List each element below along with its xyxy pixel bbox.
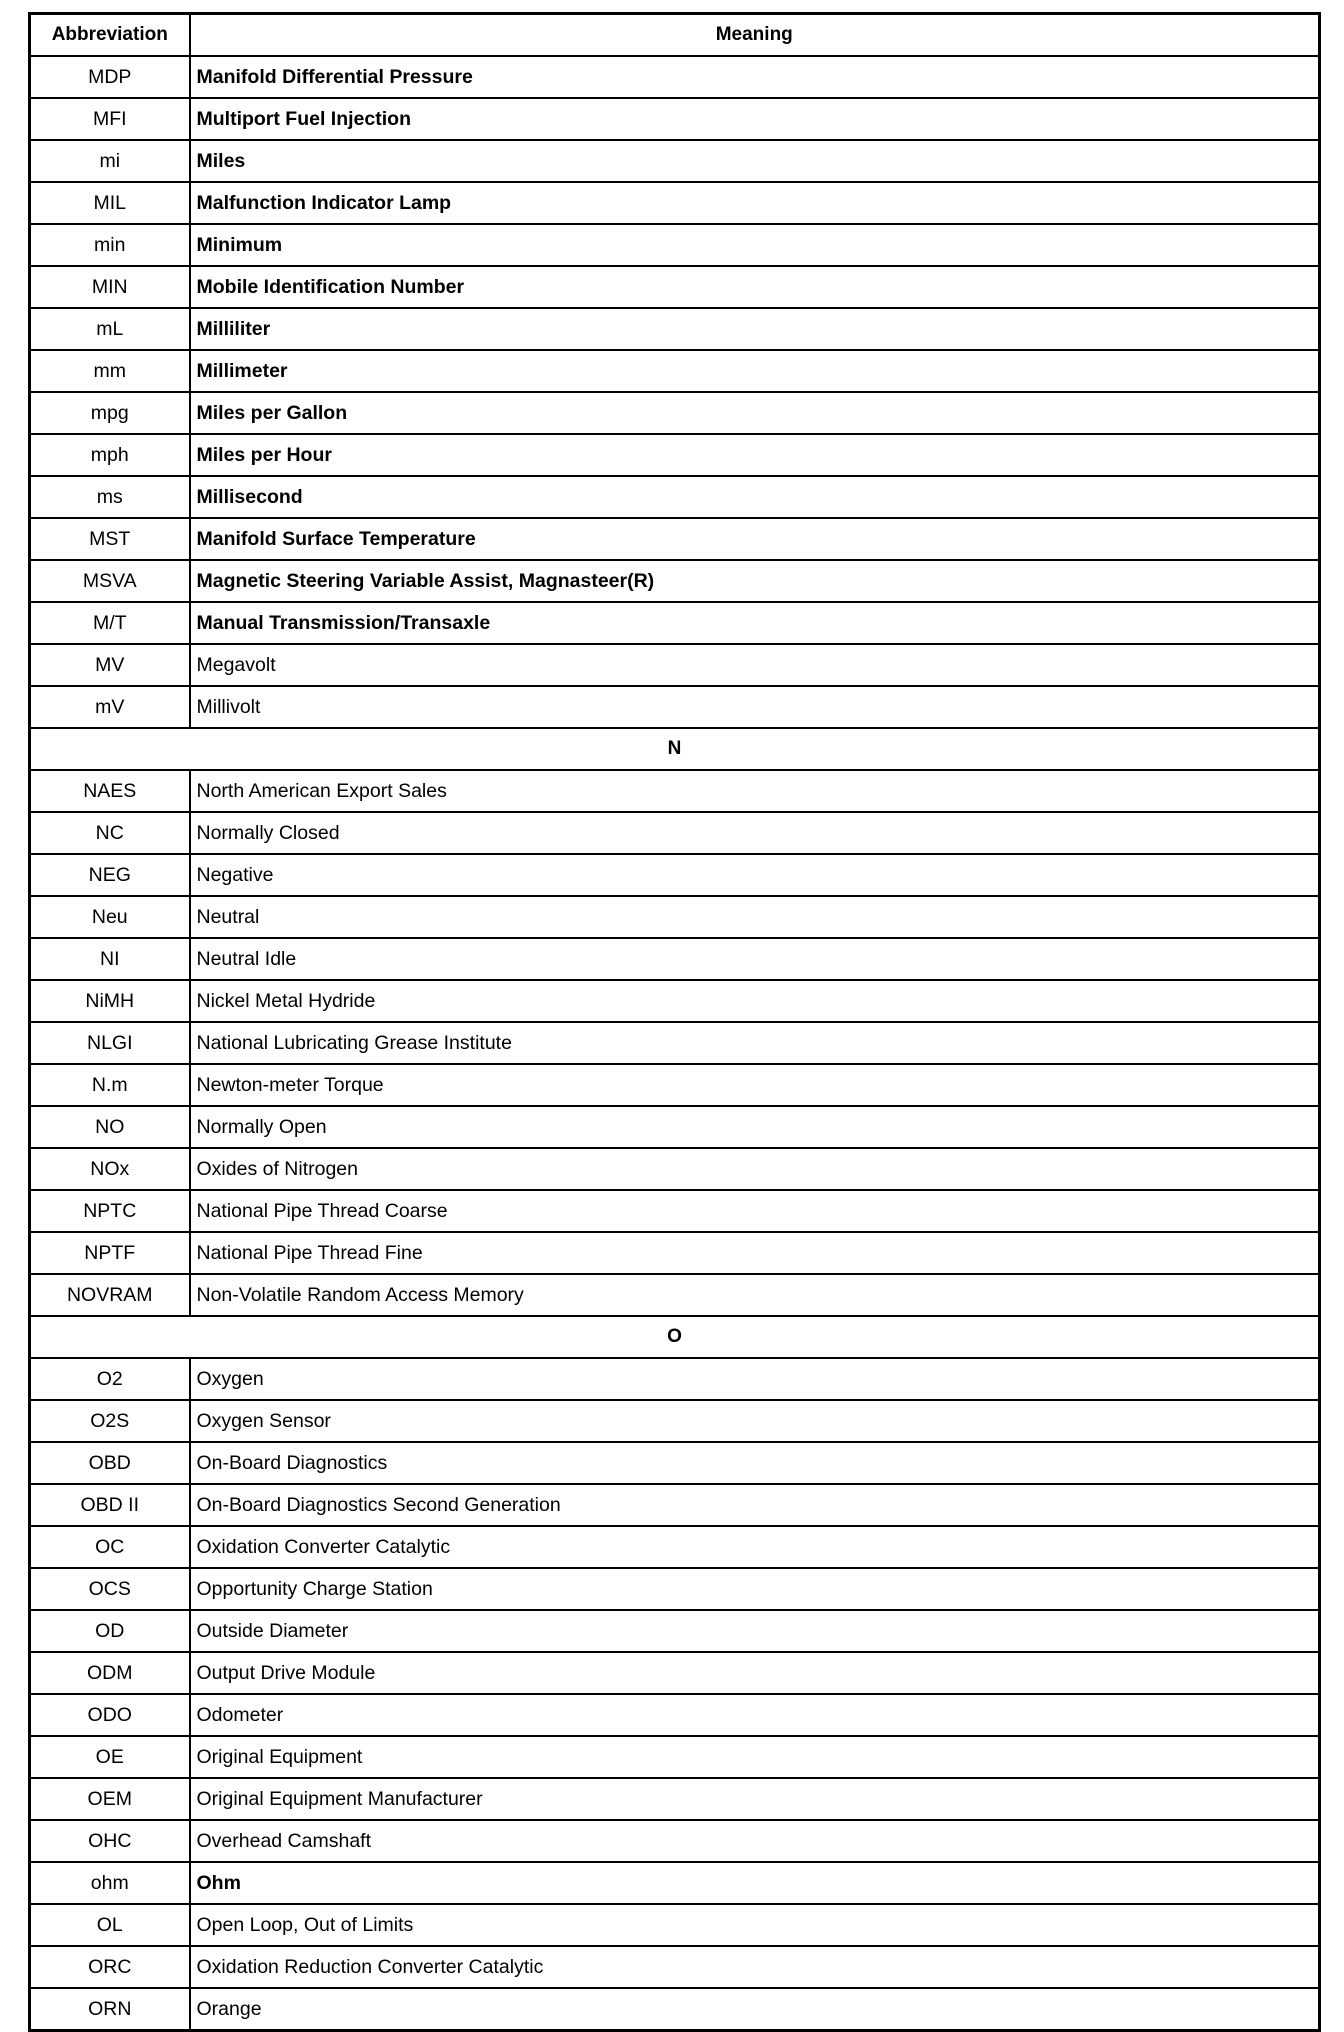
- cell-meaning: Millimeter: [190, 350, 1320, 392]
- cell-abbreviation: OC: [30, 1526, 190, 1568]
- table-section-row: [30, 728, 1320, 770]
- cell-meaning: Oxidation Reduction Converter Catalytic: [190, 1946, 1320, 1988]
- table-row: [30, 1442, 1320, 1484]
- cell-abbreviation: NAES: [30, 770, 190, 812]
- cell-abbreviation: mph: [30, 434, 190, 476]
- cell-meaning: Mobile Identification Number: [190, 266, 1320, 308]
- table-row: [30, 602, 1320, 644]
- cell-meaning: National Pipe Thread Coarse: [190, 1190, 1320, 1232]
- abbreviations-table: [28, 12, 1321, 2032]
- cell-meaning: On-Board Diagnostics Second Generation: [190, 1484, 1320, 1526]
- table-row: [30, 812, 1320, 854]
- cell-abbreviation: NI: [30, 938, 190, 980]
- table-body: [30, 56, 1320, 2031]
- cell-meaning: Normally Closed: [190, 812, 1320, 854]
- cell-meaning: On-Board Diagnostics: [190, 1442, 1320, 1484]
- cell-meaning: Manual Transmission/Transaxle: [190, 602, 1320, 644]
- cell-meaning: Milliliter: [190, 308, 1320, 350]
- cell-abbreviation: MIL: [30, 182, 190, 224]
- table-row: [30, 1652, 1320, 1694]
- cell-meaning: Original Equipment Manufacturer: [190, 1778, 1320, 1820]
- cell-meaning: Oxidation Converter Catalytic: [190, 1526, 1320, 1568]
- cell-abbreviation: ORN: [30, 1988, 190, 2031]
- cell-meaning: Normally Open: [190, 1106, 1320, 1148]
- cell-abbreviation: NOVRAM: [30, 1274, 190, 1316]
- cell-meaning: Malfunction Indicator Lamp: [190, 182, 1320, 224]
- cell-meaning: Miles per Gallon: [190, 392, 1320, 434]
- table-row: [30, 1736, 1320, 1778]
- cell-abbreviation: O2S: [30, 1400, 190, 1442]
- table-row: [30, 1106, 1320, 1148]
- table-row: [30, 476, 1320, 518]
- table-header: [30, 14, 1320, 57]
- cell-meaning: Oxygen Sensor: [190, 1400, 1320, 1442]
- table-row: [30, 1022, 1320, 1064]
- cell-meaning: Oxides of Nitrogen: [190, 1148, 1320, 1190]
- cell-meaning: Overhead Camshaft: [190, 1820, 1320, 1862]
- cell-meaning: Negative: [190, 854, 1320, 896]
- cell-meaning: Millivolt: [190, 686, 1320, 728]
- table-row: [30, 1904, 1320, 1946]
- cell-abbreviation: O2: [30, 1358, 190, 1400]
- cell-abbreviation: OD: [30, 1610, 190, 1652]
- cell-abbreviation: NPTC: [30, 1190, 190, 1232]
- table-row: [30, 98, 1320, 140]
- cell-abbreviation: OBD: [30, 1442, 190, 1484]
- table-row: [30, 770, 1320, 812]
- table-row: [30, 308, 1320, 350]
- cell-abbreviation: mi: [30, 140, 190, 182]
- cell-abbreviation: OEM: [30, 1778, 190, 1820]
- cell-abbreviation: NO: [30, 1106, 190, 1148]
- column-header-meaning: Meaning: [190, 14, 1320, 57]
- table-row: [30, 938, 1320, 980]
- cell-abbreviation: MDP: [30, 56, 190, 98]
- table-row: [30, 1190, 1320, 1232]
- table-row: [30, 1568, 1320, 1610]
- table-row: [30, 644, 1320, 686]
- table-row: [30, 518, 1320, 560]
- cell-abbreviation: ODO: [30, 1694, 190, 1736]
- cell-meaning: Nickel Metal Hydride: [190, 980, 1320, 1022]
- section-label: O: [30, 1316, 1320, 1358]
- cell-abbreviation: OE: [30, 1736, 190, 1778]
- table-row: [30, 1946, 1320, 1988]
- cell-meaning: Multiport Fuel Injection: [190, 98, 1320, 140]
- cell-abbreviation: mL: [30, 308, 190, 350]
- cell-meaning: Miles: [190, 140, 1320, 182]
- cell-abbreviation: NOx: [30, 1148, 190, 1190]
- cell-meaning: Minimum: [190, 224, 1320, 266]
- cell-meaning: Newton-meter Torque: [190, 1064, 1320, 1106]
- cell-meaning: Open Loop, Out of Limits: [190, 1904, 1320, 1946]
- cell-meaning: Opportunity Charge Station: [190, 1568, 1320, 1610]
- cell-meaning: Odometer: [190, 1694, 1320, 1736]
- cell-meaning: Megavolt: [190, 644, 1320, 686]
- table-row: [30, 392, 1320, 434]
- table-row: [30, 1400, 1320, 1442]
- cell-meaning: National Lubricating Grease Institute: [190, 1022, 1320, 1064]
- table-row: [30, 140, 1320, 182]
- table-row: [30, 1148, 1320, 1190]
- table-row: [30, 1358, 1320, 1400]
- cell-meaning: Neutral: [190, 896, 1320, 938]
- table-row: [30, 350, 1320, 392]
- cell-abbreviation: mV: [30, 686, 190, 728]
- cell-abbreviation: OCS: [30, 1568, 190, 1610]
- cell-abbreviation: M/T: [30, 602, 190, 644]
- section-label: N: [30, 728, 1320, 770]
- cell-abbreviation: MSVA: [30, 560, 190, 602]
- cell-abbreviation: OHC: [30, 1820, 190, 1862]
- cell-meaning: Output Drive Module: [190, 1652, 1320, 1694]
- cell-abbreviation: mpg: [30, 392, 190, 434]
- table-row: [30, 434, 1320, 476]
- table-row: [30, 854, 1320, 896]
- cell-abbreviation: ORC: [30, 1946, 190, 1988]
- table-row: [30, 1694, 1320, 1736]
- cell-meaning: Orange: [190, 1988, 1320, 2031]
- cell-abbreviation: ODM: [30, 1652, 190, 1694]
- table-row: [30, 1274, 1320, 1316]
- cell-abbreviation: OBD II: [30, 1484, 190, 1526]
- table-row: [30, 1484, 1320, 1526]
- cell-abbreviation: mm: [30, 350, 190, 392]
- cell-abbreviation: MFI: [30, 98, 190, 140]
- cell-meaning: Manifold Surface Temperature: [190, 518, 1320, 560]
- table-row: [30, 1232, 1320, 1274]
- cell-meaning: Magnetic Steering Variable Assist, Magnasteer(R): [190, 560, 1320, 602]
- table-row: [30, 1988, 1320, 2031]
- cell-abbreviation: MV: [30, 644, 190, 686]
- cell-abbreviation: NC: [30, 812, 190, 854]
- cell-meaning: Ohm: [190, 1862, 1320, 1904]
- cell-abbreviation: NEG: [30, 854, 190, 896]
- table-row: [30, 182, 1320, 224]
- cell-meaning: Neutral Idle: [190, 938, 1320, 980]
- table-row: [30, 560, 1320, 602]
- table-header-row: [30, 14, 1320, 57]
- cell-meaning: Millisecond: [190, 476, 1320, 518]
- cell-abbreviation: MIN: [30, 266, 190, 308]
- cell-abbreviation: MST: [30, 518, 190, 560]
- column-header-abbreviation: Abbreviation: [30, 14, 190, 57]
- table-row: [30, 1064, 1320, 1106]
- cell-abbreviation: NPTF: [30, 1232, 190, 1274]
- table-row: [30, 896, 1320, 938]
- cell-meaning: Non-Volatile Random Access Memory: [190, 1274, 1320, 1316]
- cell-meaning: Outside Diameter: [190, 1610, 1320, 1652]
- table-row: [30, 56, 1320, 98]
- cell-meaning: Miles per Hour: [190, 434, 1320, 476]
- table-row: [30, 1862, 1320, 1904]
- table-row: [30, 980, 1320, 1022]
- table-section-row: [30, 1316, 1320, 1358]
- cell-abbreviation: NiMH: [30, 980, 190, 1022]
- cell-meaning: Original Equipment: [190, 1736, 1320, 1778]
- cell-abbreviation: ms: [30, 476, 190, 518]
- cell-abbreviation: NLGI: [30, 1022, 190, 1064]
- table-row: [30, 1820, 1320, 1862]
- cell-meaning: Oxygen: [190, 1358, 1320, 1400]
- cell-abbreviation: ohm: [30, 1862, 190, 1904]
- table-row: [30, 1610, 1320, 1652]
- cell-abbreviation: OL: [30, 1904, 190, 1946]
- table-row: [30, 686, 1320, 728]
- cell-abbreviation: N.m: [30, 1064, 190, 1106]
- table-row: [30, 1778, 1320, 1820]
- table-row: [30, 1526, 1320, 1568]
- cell-meaning: National Pipe Thread Fine: [190, 1232, 1320, 1274]
- cell-meaning: Manifold Differential Pressure: [190, 56, 1320, 98]
- cell-abbreviation: min: [30, 224, 190, 266]
- table-row: [30, 266, 1320, 308]
- cell-meaning: North American Export Sales: [190, 770, 1320, 812]
- table-row: [30, 224, 1320, 266]
- cell-abbreviation: Neu: [30, 896, 190, 938]
